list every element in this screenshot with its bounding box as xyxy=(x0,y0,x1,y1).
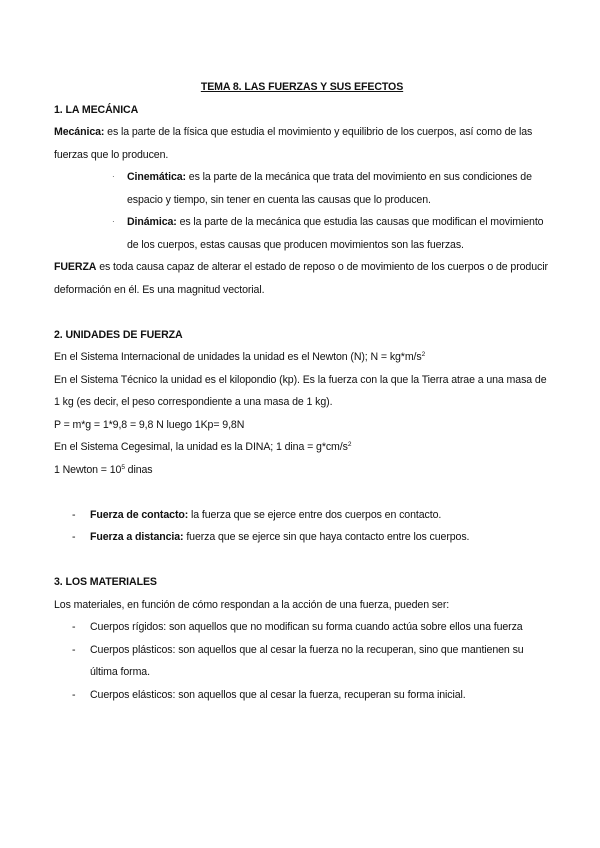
fuerza-definition xyxy=(54,256,550,301)
newton-post: dinas xyxy=(124,463,153,476)
section-heading-mecanica: 1. LA MECÁNICA xyxy=(54,103,139,116)
newton-exponent: 5 xyxy=(121,463,125,471)
spacer xyxy=(54,301,550,324)
tecnico-line: En el Sistema Técnico la unidad es el kilopondio (kp). Es la fuerza con la que la Tierra atrae a una masa de 1 kg (es decir, el peso correspondiente a una masa de 1 kg). xyxy=(54,373,547,408)
spacer xyxy=(54,481,550,504)
cegesimal-line xyxy=(54,436,550,459)
materiales-intro: Los materiales, en función de cómo respondan a la acción de una fuerza, pueden ser: xyxy=(54,598,450,611)
peso-line: P = m*g = 1*9,8 = 9,8 N luego 1Kp= 9,8N xyxy=(54,418,245,431)
dinamica-item xyxy=(54,211,550,256)
rigidos-text: Cuerpos rígidos: son aquellos que no modifican su forma cuando actúa sobre ellos una fuerza xyxy=(90,621,523,633)
distancia-text: fuerza que se ejerce sin que haya contacto entre los cuerpos. xyxy=(183,531,470,543)
cgs-text: En el Sistema Cegesimal, la unidad es la DINA; 1 dina = g*cm/s xyxy=(54,441,348,453)
spacer xyxy=(54,549,550,572)
cinematica-item xyxy=(54,166,550,211)
contacto-term: Fuerza de contacto: xyxy=(90,508,189,521)
si-exponent: 2 xyxy=(421,351,426,358)
fuerza-contacto-item xyxy=(54,504,550,527)
cinematica-text: es la parte de la mecánica que trata del movimiento en sus condiciones de espacio y tiempo, sin tener en cuenta las causas que lo producen. xyxy=(127,171,532,206)
section-heading-materiales: 3. LOS MATERIALES xyxy=(54,576,157,588)
dinamica-text: es la parte de la mecánica que estudia las causas que modifican el movimiento de los cuerpos, estas causas que producen movimientos son las fuerzas. xyxy=(127,216,544,251)
fuerza-distancia-item xyxy=(54,526,550,549)
elasticos-text: Cuerpos elásticos: son aquellos que al cesar la fuerza, recuperan su forma inicial. xyxy=(90,688,466,701)
cinematica-term: Cinemática: xyxy=(127,171,186,183)
dinamica-term: Dinámica: xyxy=(127,216,177,228)
mecanica-definition xyxy=(54,121,550,166)
contacto-text: la fuerza que se ejerce entre dos cuerpos en contacto. xyxy=(188,508,442,521)
mecanica-term: Mecánica: xyxy=(54,126,105,138)
dash-marker: - xyxy=(72,508,76,521)
cgs-exponent: 2 xyxy=(347,441,352,448)
cuerpos-plasticos-item xyxy=(54,639,550,684)
cuerpos-elasticos-item xyxy=(54,684,550,707)
section-heading-unidades: 2. UNIDADES DE FUERZA xyxy=(54,328,183,341)
cuerpos-rigidos-item xyxy=(54,616,550,639)
dash-marker: - xyxy=(72,531,76,543)
bullet-dot: · xyxy=(112,217,115,226)
newton-line xyxy=(54,459,550,482)
document-title: TEMA 8. LAS FUERZAS Y SUS EFECTOS xyxy=(200,81,404,93)
distancia-term: Fuerza a distancia: xyxy=(90,531,184,543)
newton-pre: 1 Newton = 10 xyxy=(54,463,122,476)
fuerza-text: es toda causa capaz de alterar el estado de reposo o de movimiento de los cuerpos o de producir deformación en él. Es una magnitud vectorial. xyxy=(54,261,548,296)
dash-marker: - xyxy=(72,688,76,701)
fuerza-term: FUERZA xyxy=(54,261,97,273)
si-text: En el Sistema Internacional de unidades la unidad es el Newton (N); N = kg*m/s xyxy=(54,351,422,363)
si-line xyxy=(54,346,550,369)
dash-marker: - xyxy=(72,621,76,633)
plasticos-text: Cuerpos plásticos: son aquellos que al cesar la fuerza no la recuperan, sino que mantienen su última forma. xyxy=(90,643,524,678)
bullet-dot: · xyxy=(112,172,115,181)
dash-marker: - xyxy=(72,643,76,656)
mecanica-text: es la parte de la física que estudia el movimiento y equilibrio de los cuerpos, así como de las fuerzas que lo producen. xyxy=(54,126,533,161)
